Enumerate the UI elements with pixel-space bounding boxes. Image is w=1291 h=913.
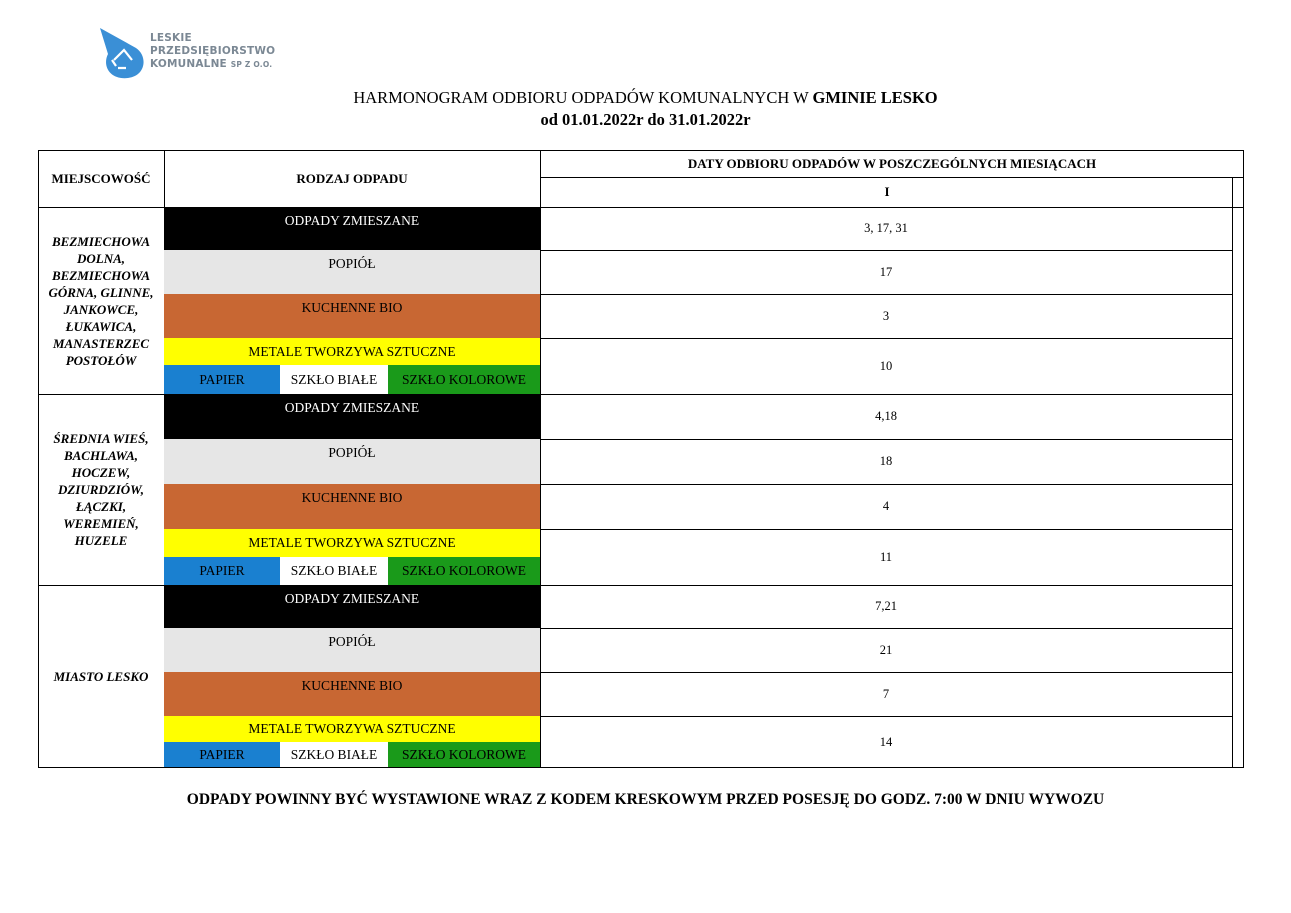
waste-bio-2: KUCHENNE BIO [164, 484, 540, 529]
waste-plastic-2: METALE TWORZYWA SZTUCZNE [164, 529, 540, 557]
grid-line [540, 177, 1244, 178]
grid-line [38, 394, 164, 395]
title-bold: GMINIE LESKO [812, 88, 938, 107]
title-prefix: HARMONOGRAM ODBIORU ODPADÓW KOMUNALNYCH W [353, 88, 813, 107]
grid-line [1232, 177, 1233, 768]
grid-line [540, 716, 1232, 717]
logo-line-3-suffix: SP Z O.O. [230, 60, 273, 69]
grid-line [540, 529, 1232, 530]
schedule-table [38, 150, 1244, 768]
logo-text [150, 32, 275, 71]
grid-line [540, 439, 1232, 440]
logo-line-1: LESKIE [150, 32, 192, 44]
grid-line [38, 767, 1244, 768]
waste-bio-1: KUCHENNE BIO [164, 294, 540, 338]
header-location: MIEJSCOWOŚĆ [51, 170, 151, 186]
header-waste-type: RODZAJ ODPADU [296, 170, 408, 186]
waste-white-glass-3: SZKŁO BIAŁE [280, 742, 388, 768]
date-ash-3: 21 [879, 642, 893, 657]
schedule-period: od 01.01.2022r do 31.01.2022r [540, 110, 751, 129]
date-recycling-2: 11 [879, 549, 893, 564]
waste-white-glass-2: SZKŁO BIAŁE [280, 557, 388, 585]
waste-bio-3: KUCHENNE BIO [164, 672, 540, 716]
waste-mixed-1: ODPADY ZMIESZANE [164, 207, 540, 250]
grid-line [38, 150, 39, 768]
date-mixed-2: 4,18 [875, 409, 897, 423]
location-group-1: BEZMIECHOWA DOLNA, BEZMIECHOWA GÓRNA, GLINNE, JANKOWCE, ŁUKAWICA, MANASTERZEC POSTOŁÓW [48, 233, 154, 368]
grid-line [540, 150, 541, 768]
grid-line [164, 150, 165, 207]
waste-ash-2: POPIÓŁ [164, 439, 540, 484]
grid-line [38, 207, 1244, 208]
location-group-3: MIASTO LESKO [53, 669, 149, 684]
grid-line [540, 250, 1232, 251]
waste-paper-2: PAPIER [164, 557, 280, 585]
location-group-2: ŚREDNIA WIEŚ, BACHLAWA, HOCZEW, DZIURDZIÓW, ŁĄCZKI, WEREMIEŃ, HUZELE [53, 431, 149, 548]
company-logo [96, 26, 296, 82]
grid-line [540, 338, 1232, 339]
header-month: I [884, 184, 890, 199]
date-bio-2: 4 [882, 499, 890, 513]
grid-line [540, 294, 1232, 295]
waste-white-glass-1: SZKŁO BIAŁE [280, 365, 388, 394]
date-bio-3: 7 [882, 686, 890, 701]
waste-color-glass-2: SZKŁO KOLOROWE [388, 557, 540, 585]
date-mixed-3: 7,21 [875, 599, 897, 613]
footer-notice: ODPADY POWINNY BYĆ WYSTAWIONE WRAZ Z KODEM KRESKOWYM PRZED POSESJĘ DO GODZ. 7:00 W DNIU WYWOZU [186, 791, 1105, 808]
date-recycling-1: 10 [879, 358, 893, 373]
grid-line [540, 585, 1232, 586]
header-dates: DATY ODBIORU ODPADÓW W POSZCZEGÓLNYCH MIESIĄCACH [687, 155, 1097, 171]
waste-paper-3: PAPIER [164, 742, 280, 768]
grid-line [540, 484, 1232, 485]
waste-ash-1: POPIÓŁ [164, 250, 540, 294]
grid-line [1243, 150, 1244, 768]
date-ash-1: 17 [879, 264, 893, 279]
grid-line [38, 585, 164, 586]
logo-line-2: PRZEDSIĘBIORSTWO [150, 45, 276, 57]
waste-color-glass-1: SZKŁO KOLOROWE [388, 365, 540, 394]
date-mixed-1: 3, 17, 31 [864, 221, 908, 235]
grid-line [540, 672, 1232, 673]
waste-mixed-3: ODPADY ZMIESZANE [164, 585, 540, 628]
waste-plastic-3: METALE TWORZYWA SZTUCZNE [164, 716, 540, 742]
waste-color-glass-3: SZKŁO KOLOROWE [388, 742, 540, 768]
grid-line [540, 628, 1232, 629]
date-bio-1: 3 [882, 308, 890, 323]
date-recycling-3: 14 [879, 734, 893, 749]
grid-line [38, 150, 1244, 151]
date-ash-2: 18 [879, 454, 893, 468]
recycling-drop-icon [96, 26, 148, 80]
waste-plastic-1: METALE TWORZYWA SZTUCZNE [164, 338, 540, 365]
waste-paper-1: PAPIER [164, 365, 280, 394]
waste-ash-3: POPIÓŁ [164, 628, 540, 672]
schedule-title [0, 88, 1291, 108]
logo-line-3: KOMUNALNE [150, 58, 227, 70]
waste-mixed-2: ODPADY ZMIESZANE [164, 394, 540, 439]
grid-line [540, 394, 1232, 395]
